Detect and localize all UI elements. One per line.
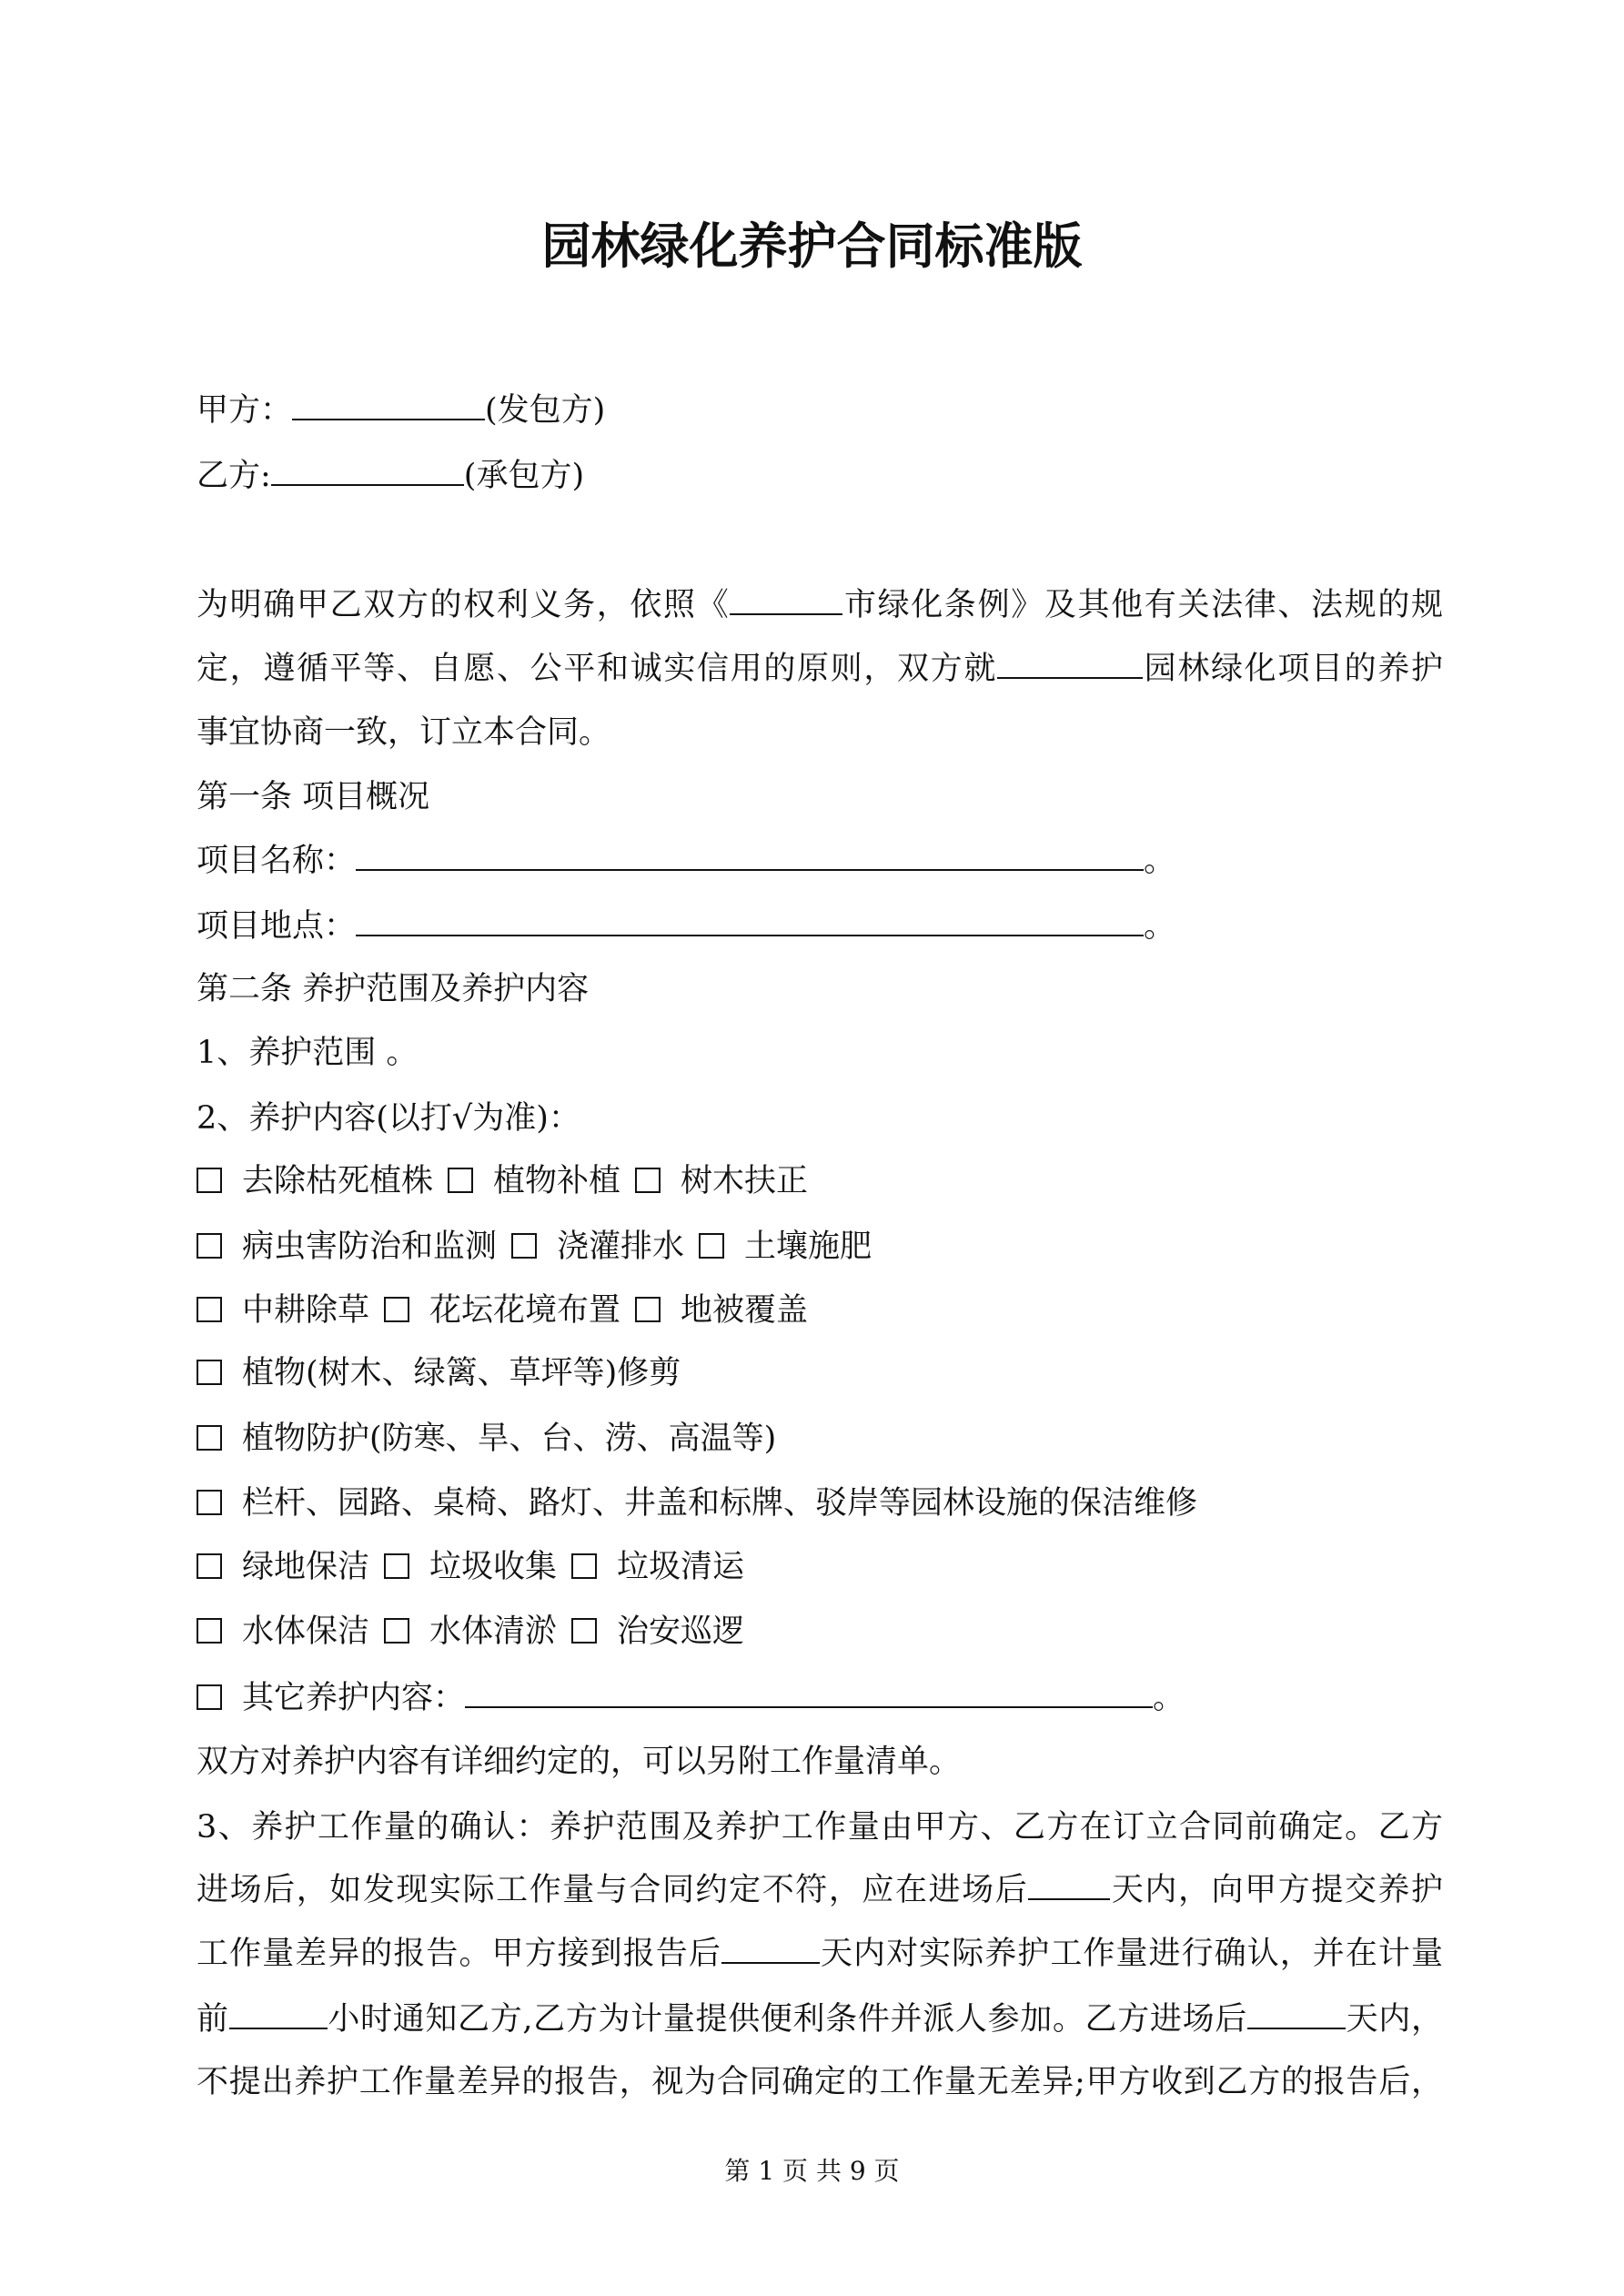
text: 市绿化条例》及其他有关法律、法规的规 [842, 587, 1443, 623]
art3-line-1: 3、养护工作量的确认：养护范围及养护工作量由甲方、乙方在订立合同前确定。乙方 [197, 1809, 1443, 1846]
checkbox[interactable] [384, 1618, 409, 1644]
project-location-line [197, 906, 1175, 946]
checkbox[interactable] [197, 1425, 222, 1451]
checkbox[interactable] [699, 1233, 724, 1259]
art3-line-4 [197, 1999, 1443, 2039]
checkbox-label: 栏杆、园路、桌椅、路灯、井盖和标牌、驳岸等园林设施的保洁维修 [242, 1485, 1198, 1522]
checkbox-label: 树木扶正 [681, 1163, 809, 1199]
checkbox[interactable] [197, 1618, 222, 1644]
checkbox[interactable] [197, 1297, 222, 1322]
project-location-blank[interactable] [356, 907, 1144, 936]
text: 为明确甲乙双方的权利义务，依照《 [197, 587, 731, 623]
party-b-suffix: (承包方) [463, 458, 585, 494]
checkbox-row [197, 1419, 776, 1459]
art3-line-2 [197, 1870, 1443, 1910]
text: 定，遵循平等、自愿、公平和诚实信用的原则，双方就 [197, 651, 997, 687]
checkbox[interactable] [197, 1490, 222, 1515]
content-line: 2、养护内容(以打√为准)： [197, 1100, 580, 1137]
checkbox-label: 垃圾收集 [429, 1549, 558, 1585]
checkbox-label: 植物(树木、绿篱、草坪等)修剪 [242, 1355, 681, 1391]
party-a-suffix: (发包方) [485, 392, 606, 429]
days-blank[interactable] [1028, 1871, 1110, 1900]
text: 。 [1144, 843, 1176, 879]
checkbox-label: 地被覆盖 [681, 1292, 809, 1329]
checkbox-row [197, 1353, 681, 1393]
party-b-line [197, 456, 584, 496]
project-name-label: 项目名称： [197, 843, 357, 879]
text: 前 [197, 2001, 229, 2038]
checkbox[interactable] [197, 1233, 222, 1259]
checkbox-label: 绿地保洁 [242, 1549, 370, 1585]
checkbox-label: 垃圾清运 [617, 1549, 745, 1585]
project-location-label: 项目地点： [197, 908, 357, 945]
party-a-label: 甲方： [197, 392, 293, 429]
intro-line-3: 事宜协商一致，订立本合同。 [197, 714, 611, 751]
note-line: 双方对养护内容有详细约定的，可以另附工作量清单。 [197, 1744, 962, 1780]
checkbox-row [197, 1483, 1197, 1523]
checkbox-label: 花坛花境布置 [429, 1292, 621, 1329]
project-blank[interactable] [997, 650, 1143, 679]
checkbox[interactable] [571, 1618, 597, 1644]
checkbox[interactable] [197, 1168, 222, 1193]
checkbox[interactable] [197, 1684, 222, 1710]
checkbox-row [197, 1161, 808, 1201]
party-b-blank[interactable] [271, 457, 464, 486]
checkbox[interactable] [635, 1168, 661, 1193]
party-a-line [197, 390, 605, 430]
art3-line-5: 不提出养护工作量差异的报告，视为合同确定的工作量无差异;甲方收到乙方的报告后， [197, 2064, 1443, 2100]
intro-line-1 [197, 585, 1443, 625]
checkbox[interactable] [384, 1553, 409, 1579]
article-1-heading: 第一条 项目概况 [197, 779, 430, 815]
text: 工作量差异的报告。甲方接到报告后 [197, 1936, 721, 1972]
art3-line-3 [197, 1934, 1443, 1974]
checkbox-label: 土壤施肥 [744, 1229, 873, 1265]
checkbox-row [197, 1290, 808, 1330]
document-title: 园林绿化养护合同标准版 [541, 217, 1083, 275]
text: 园林绿化项目的养护 [1142, 651, 1443, 687]
party-b-label: 乙方: [197, 458, 271, 494]
checkbox[interactable] [384, 1297, 409, 1322]
page-footer: 第 1 页 共 9 页 [724, 2156, 900, 2186]
checkbox-row [197, 1612, 744, 1652]
hours-blank[interactable] [229, 2000, 328, 2029]
checkbox[interactable] [197, 1360, 222, 1385]
checkbox-label: 植物防护(防寒、旱、台、涝、高温等) [242, 1421, 777, 1457]
days-blank[interactable] [721, 1935, 820, 1964]
checkbox-label: 中耕除草 [242, 1292, 370, 1329]
party-a-blank[interactable] [292, 391, 485, 420]
checkbox[interactable] [511, 1233, 537, 1259]
project-name-blank[interactable] [356, 842, 1144, 871]
checkbox[interactable] [448, 1168, 473, 1193]
intro-line-2 [197, 649, 1443, 689]
project-name-line [197, 841, 1175, 881]
checkbox[interactable] [197, 1553, 222, 1579]
checkbox-label: 水体清淤 [429, 1613, 558, 1650]
text: 天内对实际养护工作量进行确认，并在计量 [819, 1936, 1443, 1972]
checkbox-label: 浇灌排水 [557, 1229, 685, 1265]
city-blank[interactable] [730, 586, 842, 615]
text: 进场后，如发现实际工作量与合同约定不符，应在进场后 [197, 1872, 1029, 1908]
checkbox-label: 植物补植 [493, 1163, 621, 1199]
scope-line: 1、养护范围 。 [197, 1035, 419, 1071]
other-content-label: 其它养护内容： [242, 1680, 466, 1716]
article-2-heading: 第二条 养护范围及养护内容 [197, 971, 590, 1007]
other-content-line [197, 1678, 1185, 1718]
text: 天内， [1345, 2001, 1443, 2038]
checkbox-label: 病虫害防治和监测 [242, 1229, 498, 1265]
checkbox-label: 水体保洁 [242, 1613, 370, 1650]
text: 天内，向甲方提交养护 [1110, 1872, 1443, 1908]
text: 。 [1144, 908, 1176, 945]
days-blank[interactable] [1247, 2000, 1346, 2029]
other-content-blank[interactable] [465, 1679, 1153, 1708]
checkbox-row [197, 1547, 744, 1587]
checkbox[interactable] [635, 1297, 661, 1322]
checkbox[interactable] [571, 1553, 597, 1579]
checkbox-row [197, 1227, 872, 1267]
text: 。 [1153, 1680, 1185, 1716]
text: 小时通知乙方,乙方为计量提供便利条件并派人参加。乙方进场后 [327, 2001, 1247, 2038]
checkbox-label: 去除枯死植株 [242, 1163, 434, 1199]
checkbox-label: 治安巡逻 [617, 1613, 745, 1650]
